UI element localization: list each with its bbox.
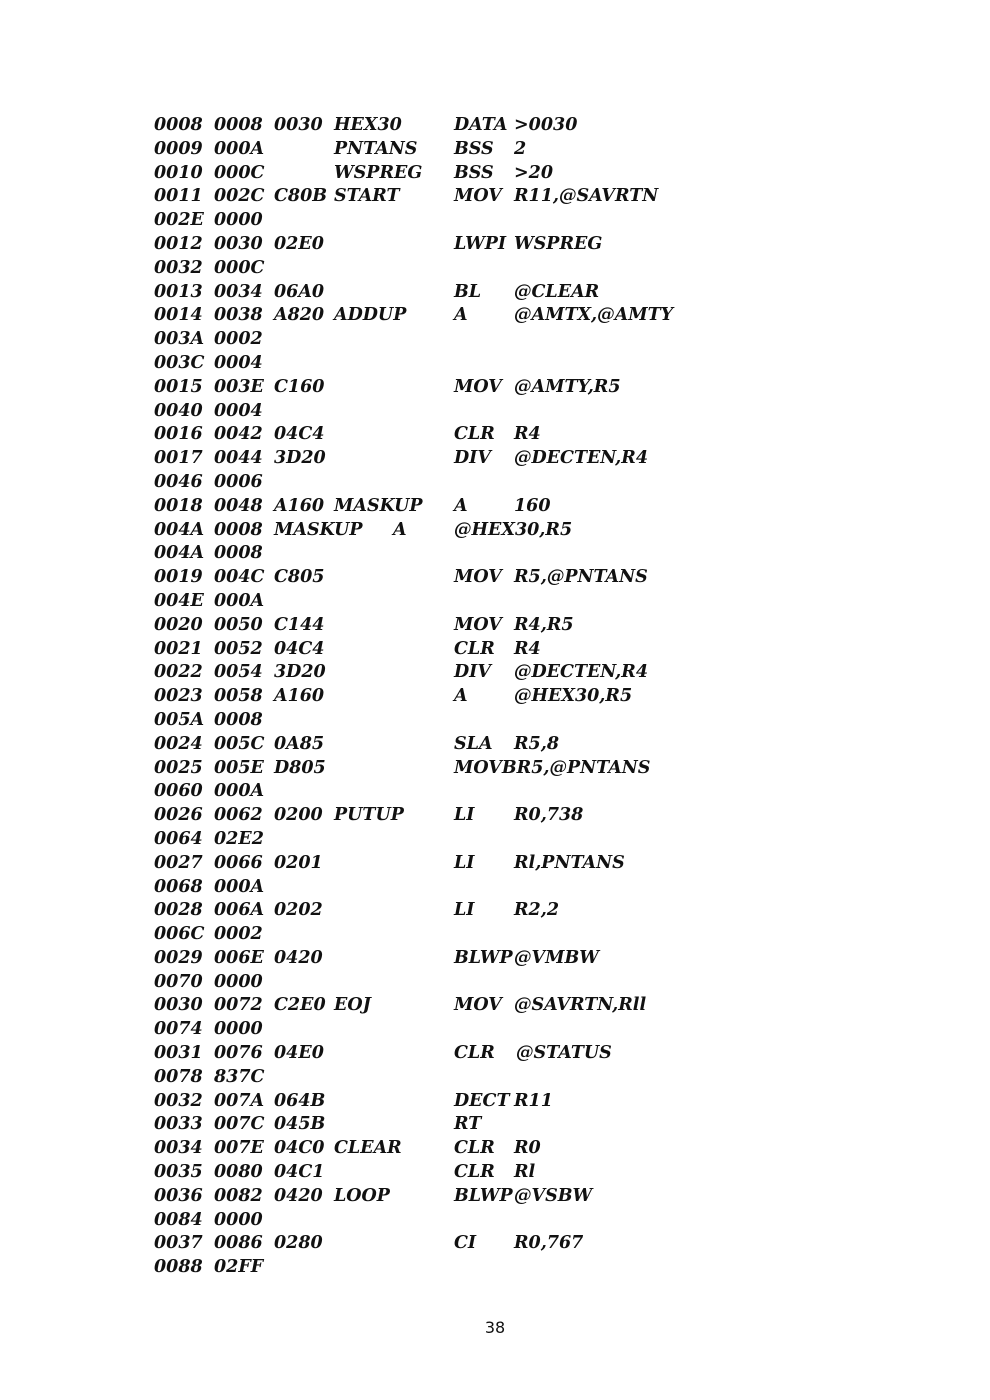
object-code: MASKUP xyxy=(274,519,363,540)
listing-line xyxy=(0,400,990,424)
listing-line xyxy=(0,757,990,781)
object-code: 045B xyxy=(274,1114,326,1135)
address: 0004 xyxy=(214,400,263,421)
address: 006E xyxy=(214,947,264,968)
operand: @DECTEN,R4 xyxy=(514,662,648,683)
address: 005C xyxy=(214,733,265,754)
statement-number: 0046 xyxy=(154,471,203,492)
statement-number: 0016 xyxy=(154,424,203,445)
statement-number: 0027 xyxy=(154,852,203,873)
listing-line xyxy=(0,519,990,543)
object-code: 04C4 xyxy=(274,424,325,445)
statement-number: 0028 xyxy=(154,900,203,921)
object-code: 04E0 xyxy=(274,1043,324,1064)
statement-number: 0021 xyxy=(154,638,203,659)
address: 0000 xyxy=(214,210,263,231)
address: 000A xyxy=(214,138,265,159)
object-code: C160 xyxy=(274,376,325,397)
address: 006A xyxy=(214,900,265,921)
opcode: CLR xyxy=(454,1138,495,1159)
address: 0080 xyxy=(214,1162,263,1183)
operand: WSPREG xyxy=(514,233,603,254)
listing-line xyxy=(0,1209,990,1233)
label: PNTANS xyxy=(334,138,418,159)
statement-number: 004A xyxy=(154,519,205,540)
address: 000A xyxy=(214,781,265,802)
statement-number: 0017 xyxy=(154,448,203,469)
address: 02E2 xyxy=(214,828,264,849)
address: 0042 xyxy=(214,424,263,445)
listing-line xyxy=(0,376,990,400)
operand: R0,738 xyxy=(514,805,584,826)
opcode: LI xyxy=(454,900,475,921)
statement-number: 0023 xyxy=(154,686,203,707)
address: 0052 xyxy=(214,638,263,659)
statement-number: 0008 xyxy=(154,115,203,135)
object-code: 064B xyxy=(274,1090,326,1111)
listing-line xyxy=(0,947,990,971)
listing-line xyxy=(0,1042,990,1066)
statement-number: 0078 xyxy=(154,1066,203,1087)
address: 002C xyxy=(214,186,265,207)
address: 000A xyxy=(214,590,265,611)
object-code: 0201 xyxy=(274,852,323,873)
label: PUTUP xyxy=(334,805,404,826)
statement-number: 0029 xyxy=(154,947,203,968)
operand: @AMTY,R5 xyxy=(514,376,621,397)
operand: R0,767 xyxy=(514,1233,584,1254)
opcode: MOV xyxy=(454,995,502,1016)
listing-line xyxy=(0,304,990,328)
address: 0008 xyxy=(214,115,263,135)
opcode: DATA xyxy=(454,115,508,135)
statement-number: 0025 xyxy=(154,757,203,778)
statement-number: 006C xyxy=(154,924,205,945)
address: 0062 xyxy=(214,805,263,826)
address: 0044 xyxy=(214,448,263,469)
operand: R5,@PNTANS xyxy=(514,567,648,588)
operand: Rl xyxy=(514,1162,536,1183)
opcode: CLR xyxy=(454,1043,495,1064)
opcode: DECT xyxy=(454,1090,510,1111)
statement-number: 0022 xyxy=(154,662,203,683)
statement-number: 003A xyxy=(154,329,205,350)
address: 0002 xyxy=(214,329,263,350)
address: 0008 xyxy=(214,709,263,730)
address: 007E xyxy=(214,1138,264,1159)
opcode: MOV xyxy=(454,186,502,207)
opcode: A xyxy=(454,686,468,707)
listing-line xyxy=(0,1066,990,1090)
statement-number: 004E xyxy=(154,590,204,611)
address: 000A xyxy=(214,876,265,897)
object-code: 3D20 xyxy=(274,662,326,683)
object-code: 0A85 xyxy=(274,733,325,754)
listing-line xyxy=(0,233,990,257)
listing-line xyxy=(0,1113,990,1137)
object-code: 06A0 xyxy=(274,281,325,302)
statement-number: 0026 xyxy=(154,805,203,826)
listing-line xyxy=(0,328,990,352)
listing-line xyxy=(0,114,990,138)
opcode: MOV xyxy=(454,376,502,397)
statement-number: 0084 xyxy=(154,1209,203,1230)
opcode: CI xyxy=(454,1233,477,1254)
object-code: 0200 xyxy=(274,805,323,826)
label: CLEAR xyxy=(334,1138,402,1159)
statement-number: 0031 xyxy=(154,1043,203,1064)
statement-number: 0032 xyxy=(154,257,203,278)
listing-line xyxy=(0,447,990,471)
address: 0038 xyxy=(214,305,263,326)
statement-number: 0015 xyxy=(154,376,203,397)
operand: @STATUS xyxy=(516,1043,612,1064)
listing-line xyxy=(0,1232,990,1256)
address: 0050 xyxy=(214,614,263,635)
listing-line xyxy=(0,1137,990,1161)
address: 0004 xyxy=(214,352,263,373)
object-code: 0030 xyxy=(274,115,323,135)
operand: R5,8 xyxy=(514,733,559,754)
listing-line xyxy=(0,1018,990,1042)
opcode: LI xyxy=(454,805,475,826)
statement-number: 0024 xyxy=(154,733,203,754)
operand: >0030 xyxy=(514,115,578,135)
statement-number: 0036 xyxy=(154,1185,203,1206)
object-code: A820 xyxy=(274,305,325,326)
listing-line xyxy=(0,471,990,495)
listing-line xyxy=(0,852,990,876)
address: 0066 xyxy=(214,852,263,873)
statement-number: 0037 xyxy=(154,1233,203,1254)
operand: @CLEAR xyxy=(514,281,600,302)
listing-line xyxy=(0,281,990,305)
operand: @VSBW xyxy=(514,1185,593,1206)
operand: @HEX30,R5 xyxy=(514,686,633,707)
assembly-listing xyxy=(0,114,990,1280)
statement-number: 002E xyxy=(154,210,204,231)
statement-number: 0012 xyxy=(154,233,203,254)
object-code: C2E0 xyxy=(274,995,326,1016)
listing-line xyxy=(0,876,990,900)
listing-line xyxy=(0,138,990,162)
opcode: CLR xyxy=(454,638,495,659)
listing-line xyxy=(0,971,990,995)
statement-number: 0040 xyxy=(154,400,203,421)
address: 007C xyxy=(214,1114,265,1135)
listing-line xyxy=(0,590,990,614)
statement-number: 005A xyxy=(154,709,205,730)
address: 0054 xyxy=(214,662,263,683)
operand: R11 xyxy=(514,1090,553,1111)
address: 0034 xyxy=(214,281,263,302)
listing-line xyxy=(0,1090,990,1114)
object-code: C144 xyxy=(274,614,325,635)
opcode: BLWP xyxy=(454,1185,513,1206)
opcode: LWPI xyxy=(454,233,507,254)
listing-line xyxy=(0,923,990,947)
label: MASKUP xyxy=(334,495,423,516)
operand: R0 xyxy=(514,1138,541,1159)
listing-line xyxy=(0,162,990,186)
statement-number: 0019 xyxy=(154,567,203,588)
address: 0008 xyxy=(214,543,263,564)
statement-number: 0070 xyxy=(154,971,203,992)
statement-number: 0032 xyxy=(154,1090,203,1111)
statement-number: 0011 xyxy=(154,186,203,207)
opcode: RT xyxy=(454,1114,482,1135)
opcode: DIV xyxy=(454,662,491,683)
operand: @AMTX,@AMTY xyxy=(514,305,674,326)
object-code: 04C0 xyxy=(274,1138,325,1159)
listing-line xyxy=(0,495,990,519)
listing-line xyxy=(0,566,990,590)
address: 0000 xyxy=(214,1209,263,1230)
statement-number: 0068 xyxy=(154,876,203,897)
statement-number: 0033 xyxy=(154,1114,203,1135)
address: 005E xyxy=(214,757,264,778)
object-code: 0420 xyxy=(274,947,323,968)
page-number: 38 xyxy=(484,1318,506,1337)
address: 0030 xyxy=(214,233,263,254)
opcode: CLR xyxy=(454,1162,495,1183)
object-code: D805 xyxy=(274,757,326,778)
listing-line xyxy=(0,828,990,852)
address: 0086 xyxy=(214,1233,263,1254)
statement-number: 0074 xyxy=(154,1019,203,1040)
statement-number: 0030 xyxy=(154,995,203,1016)
listing-line xyxy=(0,804,990,828)
address: 837C xyxy=(214,1066,265,1087)
listing-line xyxy=(0,423,990,447)
listing-line xyxy=(0,614,990,638)
statement-number: 0010 xyxy=(154,162,203,183)
opcode: @HEX30,R5 xyxy=(454,519,573,540)
operand: R4 xyxy=(514,424,541,445)
listing-line xyxy=(0,352,990,376)
listing-line xyxy=(0,661,990,685)
address: 0048 xyxy=(214,495,263,516)
statement-number: 0035 xyxy=(154,1162,203,1183)
address: 000C xyxy=(214,257,265,278)
listing-line xyxy=(0,1161,990,1185)
object-code: 0420 xyxy=(274,1185,323,1206)
statement-number: 0060 xyxy=(154,781,203,802)
address: 0076 xyxy=(214,1043,263,1064)
address: 0000 xyxy=(214,971,263,992)
opcode: MOV xyxy=(454,567,502,588)
object-code: 04C4 xyxy=(274,638,325,659)
statement-number: 003C xyxy=(154,352,205,373)
address: 007A xyxy=(214,1090,265,1111)
statement-number: 0020 xyxy=(154,614,203,635)
statement-number: 0064 xyxy=(154,828,203,849)
operand: >20 xyxy=(514,162,554,183)
label: START xyxy=(334,186,400,207)
address: 0000 xyxy=(214,1019,263,1040)
address: 000C xyxy=(214,162,265,183)
statement-number: 0034 xyxy=(154,1138,203,1159)
opcode: A xyxy=(454,305,468,326)
listing-line xyxy=(0,185,990,209)
listing-line xyxy=(0,638,990,662)
listing-line xyxy=(0,1256,990,1280)
address: 0072 xyxy=(214,995,263,1016)
address: 0058 xyxy=(214,686,263,707)
opcode: BL xyxy=(454,281,482,302)
address: 0002 xyxy=(214,924,263,945)
object-code: C80B xyxy=(274,186,328,207)
statement-number: 0013 xyxy=(154,281,203,302)
address: 004C xyxy=(214,567,265,588)
listing-line xyxy=(0,542,990,566)
opcode: A xyxy=(454,495,468,516)
label: ADDUP xyxy=(334,305,407,326)
listing-line xyxy=(0,994,990,1018)
statement-number: 0014 xyxy=(154,305,203,326)
label: HEX30 xyxy=(334,115,402,135)
listing-line xyxy=(0,733,990,757)
label: EOJ xyxy=(334,995,371,1016)
opcode: LI xyxy=(454,852,475,873)
listing-line xyxy=(0,709,990,733)
operand: R4 xyxy=(514,638,541,659)
operand: R11,@SAVRTN xyxy=(514,186,659,207)
listing-line xyxy=(0,257,990,281)
object-code: 0280 xyxy=(274,1233,323,1254)
inline-opcode: A xyxy=(393,519,407,540)
object-code: 02E0 xyxy=(274,233,324,254)
statement-number: 0018 xyxy=(154,495,203,516)
object-code: 3D20 xyxy=(274,448,326,469)
operand: R2,2 xyxy=(514,900,559,921)
listing-line xyxy=(0,1185,990,1209)
opcode: MOVBR5,@PNTANS xyxy=(454,757,651,778)
statement-number: 0009 xyxy=(154,138,203,159)
operand: 2 xyxy=(514,138,527,159)
opcode: BLWP xyxy=(454,947,513,968)
operand: @DECTEN,R4 xyxy=(514,448,648,469)
opcode: SLA xyxy=(454,733,493,754)
address: 003E xyxy=(214,376,264,397)
operand: R4,R5 xyxy=(514,614,574,635)
operand: @VMBW xyxy=(514,947,599,968)
listing-line xyxy=(0,685,990,709)
operand: Rl,PNTANS xyxy=(514,852,625,873)
object-code: C805 xyxy=(274,567,325,588)
opcode: BSS xyxy=(454,162,494,183)
listing-line xyxy=(0,209,990,233)
address: 0082 xyxy=(214,1185,263,1206)
opcode: MOV xyxy=(454,614,502,635)
object-code: 0202 xyxy=(274,900,323,921)
label: LOOP xyxy=(334,1185,390,1206)
object-code: 04C1 xyxy=(274,1162,325,1183)
opcode: DIV xyxy=(454,448,491,469)
listing-line xyxy=(0,780,990,804)
address: 0006 xyxy=(214,471,263,492)
object-code: A160 xyxy=(274,495,325,516)
statement-number: 004A xyxy=(154,543,205,564)
address: 02FF xyxy=(214,1257,264,1278)
address: 0008 xyxy=(214,519,263,540)
opcode: CLR xyxy=(454,424,495,445)
statement-number: 0088 xyxy=(154,1257,203,1278)
object-code: A160 xyxy=(274,686,325,707)
opcode: BSS xyxy=(454,138,494,159)
operand: @SAVRTN,Rll xyxy=(514,995,647,1016)
operand: 160 xyxy=(514,495,551,516)
listing-line xyxy=(0,899,990,923)
label: WSPREG xyxy=(334,162,423,183)
